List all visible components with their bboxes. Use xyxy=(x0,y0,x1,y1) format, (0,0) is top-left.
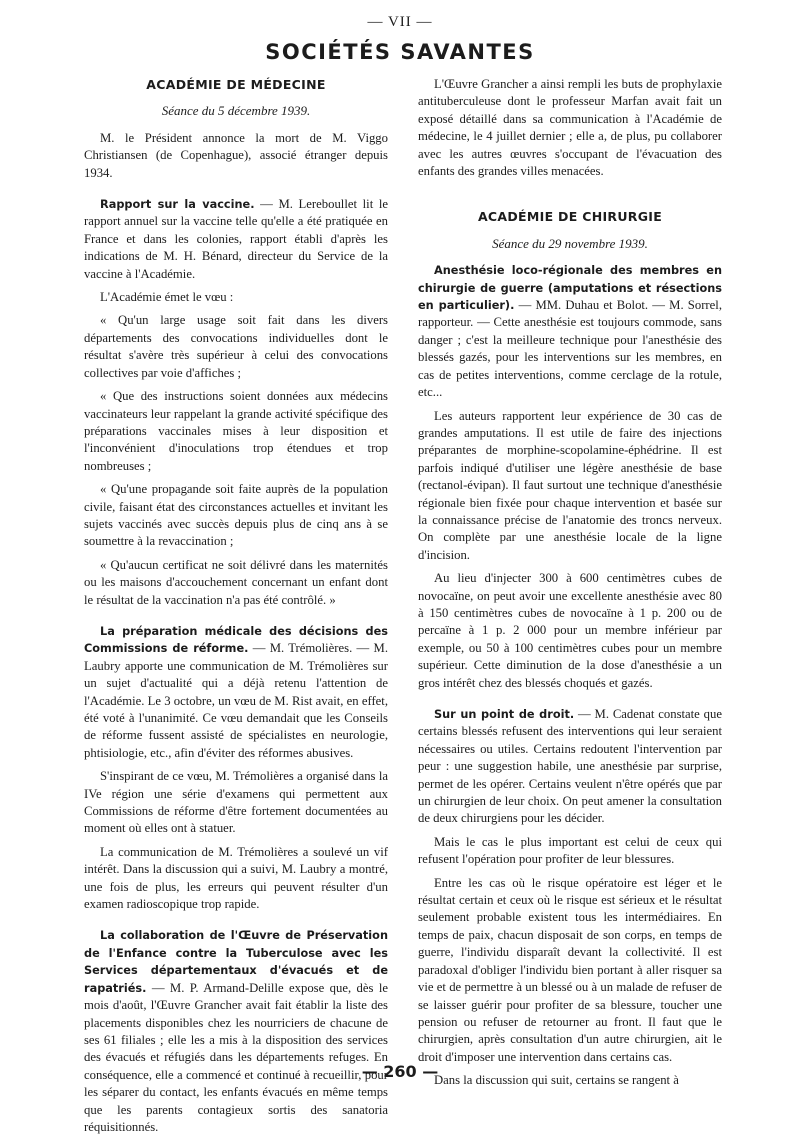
paragraph-rapport-vaccine: — M. Lereboullet lit le rapport annuel sur la vaccine telle qu'elle a été pratiquée en France et dans les colonies, rapport établi d'après les indications de M. H. Bénard, directeur du Service de la vaccine à l'Académie. xyxy=(84,197,389,281)
paragraph-communication: La communication de M. Trémolières a soulevé un vif intérêt. Dans la discussion qui a suivi, M. Laubry a montré, une fois de plus, les erreurs qui peuvent résulter d'un examen radioscopique trop rapide. xyxy=(84,844,388,912)
voeu-item-1: « Qu'un large usage soit fait dans les divers départements des convocations individuelles dont le résultat s'avère très supérieur à celui des convocations collectives par voie d'affiches ; xyxy=(84,313,388,380)
paragraph-anesthesie: — MM. Duhau et Bolot. — M. Sorrel, rapporteur. — Cette anesthésie est toujours commode, sans danger ; c'est la meilleure technique pour l'anesthésie des blessés gazés, pour les interventions sur les membres, en cas de petites interventions, comme cerclage de la rotule, etc... xyxy=(418,298,722,400)
paragraph-injecter: Au lieu d'injecter 300 à 600 centimètres cubes de novocaïne, on peut avoir une excellente anesthésie avec 80 à 150 centimètres cubes de novocaïne à 1 p. 200 ou de percaïne à 1 p. 2 000 pour un membre inférieur par exemple, ou 50 à 100 centimètres cubes pour un membre supérieur. Cette diminution de la dose d'anesthésie a un gros intérêt chez des blessés choqués et gazés. xyxy=(418,571,722,690)
roman-page-number: — VII — xyxy=(367,14,433,30)
paragraph-deces: M. le Président annonce la mort de M. Viggo Christiansen (de Copenhague), associé étranger depuis 1934. xyxy=(84,130,388,180)
paragraph-oeuvre-grancher: L'Œuvre Grancher a ainsi rempli les buts de prophylaxie antituberculeuse dont le professeur Marfan avait fait un exposé détaillé dans sa communication à l'Académie de médecine, le 4 juillet dernier ; elle a, de plus, pu collaborer avec les autres œuvres s'occupant de l'évacuation des enfants des grandes villes menacées. xyxy=(418,77,722,179)
heading-anesthesie: Anesthésie loco-régionale des membres en chirurgie de guerre (amputations et résections en particulier). xyxy=(418,264,722,313)
seance-date-chirurgie: Séance du 29 novembre 1939. xyxy=(492,235,648,251)
article-oeuvre xyxy=(84,927,388,1136)
page-number: — 260 — xyxy=(361,1062,439,1081)
left-column xyxy=(84,76,388,1142)
voeu-item-4: « Qu'aucun certificat ne soit délivré dans les maternités ou les maisons d'accouchement concernant un enfant dont le résultat de la vaccination n'a pas été contrôlé. » xyxy=(84,557,388,607)
article-point-droit xyxy=(418,706,722,828)
page-title: SOCIÉTÉS SAVANTES xyxy=(265,40,535,64)
paragraph-auteurs: Les auteurs rapportent leur expérience de 30 cas de grandes amputations. Il est utile de faire des injections préparantes de morphine-scopolamine-éphédrine. Il est parfois indiqué d'utiliser une légère anesthésie de base (rectanol-évipan). Il faut surtout une technique d'anesthésie régionale bien fixée pour chaque intervention et basée sur la connaissance précise de l'anatomie des troncs nerveux. On complète par une anesthésie locale de la ligne d'incision. xyxy=(418,408,722,562)
section-title-medecine: ACADÉMIE DE MÉDECINE xyxy=(146,77,326,92)
paragraph-intermediaires: Entre les cas où le risque opératoire est léger et le résultat certain et ceux où le risque est sérieux et le résultat seulement probable existent tous les intermédiaires. En temps de paix, chacun disposait de son corps, en temps de guerre, l'individu disparaît devant la collectivité. Il est paradoxal d'obliger l'individu bien portant à aller risquer sa vie et de permettre à un blessé ou à un malade de refuser de se laisser guérir pour profiter de sa blessure, toucher une pension ou refuser de retourner au front. Il faut que le chirurgien, après consultation d'un autre chirurgien, ait le droit d'imposer une intervention dans certains cas. xyxy=(418,875,722,1064)
paragraph-commissions-reforme: — M. Trémolières. — M. Laubry apporte une communication de M. Trémolières sur un sujet d'actualité qui a déjà retenu l'attention de l'Académie. Le 3 octobre, un vœu de M. Rist avait, en effet, été voté à l'unanimité. Ce vœu demandait que les Conseils de réforme fussent assisté de spécialistes en neurologie, phtisiologie, etc., afin d'éviter des réformes abusives. xyxy=(84,641,388,760)
article-anesthesie xyxy=(418,262,722,401)
paragraph-cas-important: Mais le cas le plus important est celui de ceux qui refusent l'opération pour profiter de leur blessures. xyxy=(418,834,722,867)
paragraph-oeuvre-preservation: — M. P. Armand-Delille expose que, dès le mois d'août, l'Œuvre Grancher avait fait établir la liste des placements disponibles chez les nourriciers de chacune de ses 61 filiales ; elle les a mis à la disposition des services des évacués et réfugiés dans les départements refuges. En conséquence, elle a commencé et continué à recueillir, pour les séparer du contact, les enfants évacués en même temps que les parents contagieux sortis des sanatoria réquisitionnés. xyxy=(84,980,388,1134)
voeu-item-2: « Que des instructions soient données aux médecins vaccinateurs leur rappelant la grande activité spécifique des préparations vaccinales mises à leur disposition et l'inconvénient d'inoculations trop étendues et trop nombreuses ; xyxy=(84,389,388,473)
heading-rapport-vaccine: Rapport sur la vaccine. xyxy=(100,198,255,212)
section-title-chirurgie: ACADÉMIE DE CHIRURGIE xyxy=(477,209,663,225)
paragraph-point-droit: — M. Cadenat constate que certains blessés refusent des interventions qui leur seraient nécessaires ou utiles. Certains redoutent l'intervention par peur : une suggestion habile, une anesthésie par surprise, permet de les opérer. Certains veulent n'être opérés que par un chirurgien de leur choix. On peut amener la consultation de deux chirurgiens pour les décider. xyxy=(418,707,722,826)
heading-oeuvre-preservation: La collaboration de l'Œuvre de Préservation de l'Enfance contre la Tuberculose avec les Services départementaux d'évacués et de rapatriés. xyxy=(84,929,388,995)
paragraph-discussion: Dans la discussion qui suit, certains se rangent à xyxy=(434,1073,679,1088)
heading-point-droit: Sur un point de droit. xyxy=(434,708,575,721)
heading-commissions-reforme: La préparation médicale des décisions des Commissions de réforme. xyxy=(84,624,388,656)
seance-date-medecine: Séance du 5 décembre 1939. xyxy=(161,103,311,119)
paragraph-voeu-intro: L'Académie émet le vœu : xyxy=(100,290,234,305)
article-vaccine xyxy=(84,196,388,283)
paragraph-inspirant: S'inspirant de ce vœu, M. Trémolières a organisé dans la IVe région une série d'examens qui permettent aux Commissions de réforme d'être fortement documentées au moment où elles ont à statuer. xyxy=(84,769,388,836)
article-reforme xyxy=(84,623,388,762)
voeu-item-3: « Qu'une propagande soit faite auprès de la population civile, faisant état des circonstances actuelles et invitant les sujets vaccinés avec succès depuis plus de cinq ans à se soumettre à la revaccination ; xyxy=(84,482,388,549)
right-column xyxy=(418,76,722,1096)
